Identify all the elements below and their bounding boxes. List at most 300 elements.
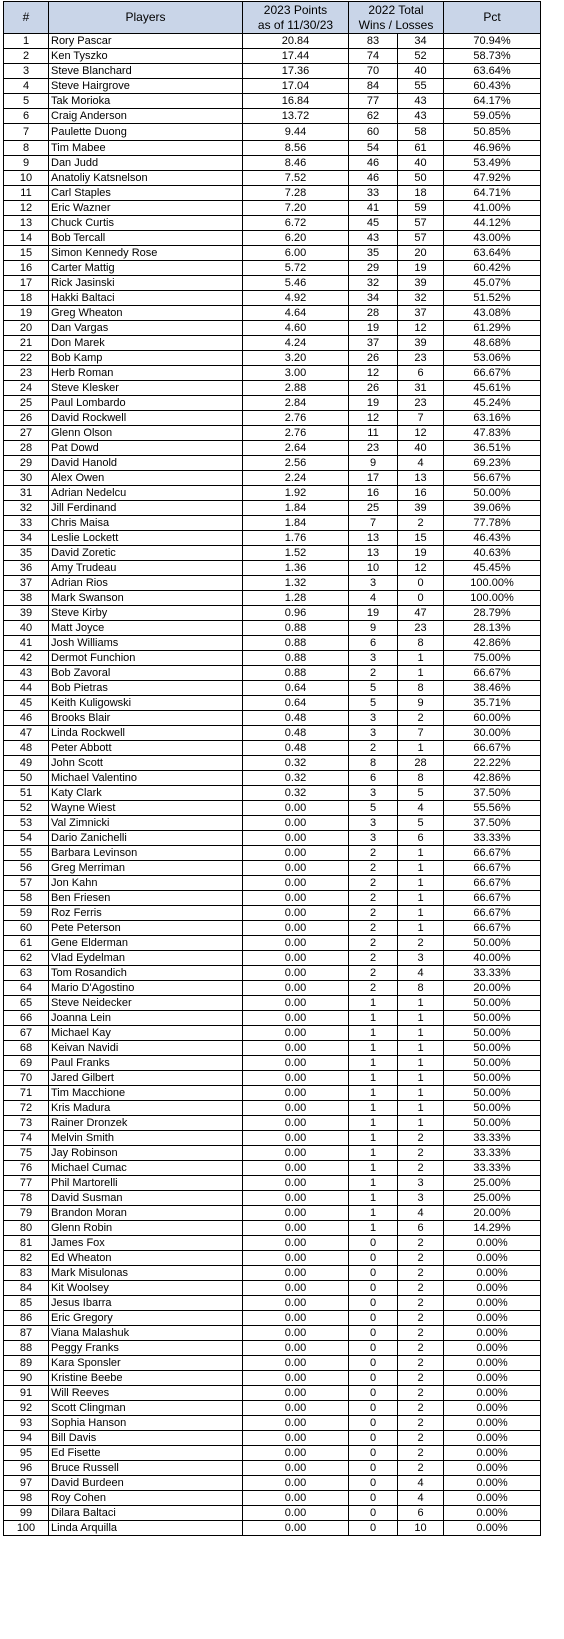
- table-row: [4, 1296, 541, 1311]
- losses-cell: 2: [398, 1131, 444, 1146]
- player-name-cell: Hakki Baltaci: [49, 291, 243, 306]
- player-name-cell: Dario Zanichelli: [49, 831, 243, 846]
- player-name-cell: Rory Pascar: [49, 34, 243, 49]
- table-row: [4, 261, 541, 276]
- player-name-cell: Linda Arquilla: [49, 1521, 243, 1536]
- losses-cell: 8: [398, 636, 444, 651]
- losses-cell: 34: [398, 34, 444, 49]
- losses-cell: 3: [398, 1191, 444, 1206]
- wins-cell: 6: [349, 771, 398, 786]
- rank-cell: 31: [4, 486, 49, 501]
- rank-cell: 22: [4, 351, 49, 366]
- wins-cell: 32: [349, 276, 398, 291]
- losses-cell: 2: [398, 516, 444, 531]
- player-name-cell: Steve Kirby: [49, 606, 243, 621]
- pct-cell: 59.05%: [444, 109, 541, 124]
- player-name-cell: Bob Zavoral: [49, 666, 243, 681]
- rank-cell: 44: [4, 681, 49, 696]
- points-cell: 0.64: [243, 696, 349, 711]
- losses-cell: 40: [398, 156, 444, 171]
- rank-cell: 64: [4, 981, 49, 996]
- player-name-cell: Vlad Eydelman: [49, 951, 243, 966]
- table-row: [4, 94, 541, 109]
- rank-cell: 86: [4, 1311, 49, 1326]
- player-name-cell: Steve Neidecker: [49, 996, 243, 1011]
- player-name-cell: Tak Morioka: [49, 94, 243, 109]
- table-row: [4, 1221, 541, 1236]
- pct-cell: 14.29%: [444, 1221, 541, 1236]
- player-name-cell: Bob Tercall: [49, 231, 243, 246]
- wins-cell: 62: [349, 109, 398, 124]
- pct-cell: 45.24%: [444, 396, 541, 411]
- table-row: [4, 291, 541, 306]
- wins-cell: 1: [349, 1026, 398, 1041]
- losses-cell: 2: [398, 1236, 444, 1251]
- pct-cell: 48.68%: [444, 336, 541, 351]
- wins-cell: 3: [349, 786, 398, 801]
- losses-cell: 2: [398, 1386, 444, 1401]
- pct-cell: 50.00%: [444, 1056, 541, 1071]
- rank-cell: 82: [4, 1251, 49, 1266]
- table-row: [4, 771, 541, 786]
- losses-cell: 4: [398, 801, 444, 816]
- losses-cell: 47: [398, 606, 444, 621]
- header-row: [4, 2, 541, 34]
- pct-cell: 50.00%: [444, 1101, 541, 1116]
- losses-cell: 2: [398, 1461, 444, 1476]
- points-cell: 0.00: [243, 1326, 349, 1341]
- table-row: [4, 246, 541, 261]
- table-row: [4, 34, 541, 49]
- points-cell: 1.36: [243, 561, 349, 576]
- losses-cell: 3: [398, 1176, 444, 1191]
- table-row: [4, 666, 541, 681]
- points-cell: 2.64: [243, 441, 349, 456]
- rank-cell: 60: [4, 921, 49, 936]
- wins-cell: 1: [349, 1086, 398, 1101]
- rank-cell: 100: [4, 1521, 49, 1536]
- player-name-cell: David Rockwell: [49, 411, 243, 426]
- wins-cell: 54: [349, 141, 398, 156]
- table-row: [4, 49, 541, 64]
- rank-cell: 98: [4, 1491, 49, 1506]
- losses-cell: 40: [398, 64, 444, 79]
- points-cell: 1.76: [243, 531, 349, 546]
- pct-cell: 33.33%: [444, 1161, 541, 1176]
- pct-cell: 0.00%: [444, 1401, 541, 1416]
- wins-cell: 1: [349, 1176, 398, 1191]
- wins-cell: 0: [349, 1326, 398, 1341]
- pct-cell: 30.00%: [444, 726, 541, 741]
- rank-cell: 52: [4, 801, 49, 816]
- wins-cell: 60: [349, 124, 398, 141]
- rank-cell: 72: [4, 1101, 49, 1116]
- player-name-cell: Michael Cumac: [49, 1161, 243, 1176]
- player-name-cell: Tim Macchione: [49, 1086, 243, 1101]
- table-row: [4, 276, 541, 291]
- rank-cell: 8: [4, 141, 49, 156]
- player-name-cell: Tim Mabee: [49, 141, 243, 156]
- points-cell: 1.92: [243, 486, 349, 501]
- table-row: [4, 456, 541, 471]
- header-points: [243, 2, 349, 34]
- wins-cell: 0: [349, 1251, 398, 1266]
- table-row: [4, 696, 541, 711]
- losses-cell: 8: [398, 771, 444, 786]
- losses-cell: 6: [398, 831, 444, 846]
- losses-cell: 2: [398, 1401, 444, 1416]
- table-row: [4, 861, 541, 876]
- table-row: [4, 79, 541, 94]
- player-name-cell: Greg Wheaton: [49, 306, 243, 321]
- points-cell: 0.00: [243, 801, 349, 816]
- wins-cell: 0: [349, 1296, 398, 1311]
- rank-cell: 6: [4, 109, 49, 124]
- pct-cell: 60.43%: [444, 79, 541, 94]
- pct-cell: 50.00%: [444, 1086, 541, 1101]
- losses-cell: 2: [398, 1371, 444, 1386]
- wins-cell: 1: [349, 1206, 398, 1221]
- losses-cell: 5: [398, 816, 444, 831]
- table-row: [4, 1401, 541, 1416]
- player-name-cell: Steve Klesker: [49, 381, 243, 396]
- pct-cell: 66.67%: [444, 891, 541, 906]
- player-name-cell: Jon Kahn: [49, 876, 243, 891]
- player-name-cell: Anatoliy Katsnelson: [49, 171, 243, 186]
- wins-cell: 46: [349, 156, 398, 171]
- wins-cell: 2: [349, 846, 398, 861]
- rank-cell: 97: [4, 1476, 49, 1491]
- points-cell: 0.88: [243, 666, 349, 681]
- pct-cell: 0.00%: [444, 1236, 541, 1251]
- points-cell: 7.28: [243, 186, 349, 201]
- points-cell: 0.48: [243, 726, 349, 741]
- losses-cell: 4: [398, 1476, 444, 1491]
- pct-cell: 0.00%: [444, 1431, 541, 1446]
- rank-cell: 93: [4, 1416, 49, 1431]
- losses-cell: 2: [398, 1326, 444, 1341]
- pct-cell: 64.71%: [444, 186, 541, 201]
- losses-cell: 4: [398, 456, 444, 471]
- losses-cell: 6: [398, 1221, 444, 1236]
- wins-cell: 0: [349, 1416, 398, 1431]
- player-name-cell: Rick Jasinski: [49, 276, 243, 291]
- points-cell: 0.00: [243, 1221, 349, 1236]
- points-cell: 0.00: [243, 1356, 349, 1371]
- pct-cell: 40.63%: [444, 546, 541, 561]
- player-name-cell: Adrian Rios: [49, 576, 243, 591]
- wins-cell: 3: [349, 726, 398, 741]
- pct-cell: 66.67%: [444, 876, 541, 891]
- losses-cell: 1: [398, 1026, 444, 1041]
- pct-cell: 50.00%: [444, 996, 541, 1011]
- points-cell: 2.88: [243, 381, 349, 396]
- table-row: [4, 1056, 541, 1071]
- rank-cell: 38: [4, 591, 49, 606]
- table-row: [4, 1071, 541, 1086]
- losses-cell: 1: [398, 651, 444, 666]
- wins-cell: 1: [349, 1056, 398, 1071]
- rank-cell: 7: [4, 124, 49, 141]
- table-row: [4, 141, 541, 156]
- pct-cell: 50.00%: [444, 936, 541, 951]
- table-row: [4, 486, 541, 501]
- points-cell: 0.00: [243, 1506, 349, 1521]
- pct-cell: 42.86%: [444, 771, 541, 786]
- table-row: [4, 1461, 541, 1476]
- player-name-cell: Chuck Curtis: [49, 216, 243, 231]
- rank-cell: 99: [4, 1506, 49, 1521]
- pct-cell: 100.00%: [444, 576, 541, 591]
- player-name-cell: Kit Woolsey: [49, 1281, 243, 1296]
- pct-cell: 70.94%: [444, 34, 541, 49]
- player-name-cell: Mark Swanson: [49, 591, 243, 606]
- player-name-cell: Keith Kuligowski: [49, 696, 243, 711]
- losses-cell: 20: [398, 246, 444, 261]
- player-name-cell: Bob Kamp: [49, 351, 243, 366]
- points-cell: 0.00: [243, 1296, 349, 1311]
- player-name-cell: David Burdeen: [49, 1476, 243, 1491]
- losses-cell: 1: [398, 1056, 444, 1071]
- player-name-cell: Melvin Smith: [49, 1131, 243, 1146]
- player-name-cell: Paul Lombardo: [49, 396, 243, 411]
- player-name-cell: Kara Sponsler: [49, 1356, 243, 1371]
- pct-cell: 22.22%: [444, 756, 541, 771]
- pct-cell: 0.00%: [444, 1266, 541, 1281]
- losses-cell: 40: [398, 441, 444, 456]
- points-cell: 0.00: [243, 1431, 349, 1446]
- player-name-cell: Viana Malashuk: [49, 1326, 243, 1341]
- wins-cell: 2: [349, 666, 398, 681]
- points-cell: 0.00: [243, 1311, 349, 1326]
- player-name-cell: Peter Abbott: [49, 741, 243, 756]
- wins-cell: 2: [349, 921, 398, 936]
- points-cell: 7.20: [243, 201, 349, 216]
- rank-cell: 33: [4, 516, 49, 531]
- points-cell: 0.00: [243, 1281, 349, 1296]
- losses-cell: 9: [398, 696, 444, 711]
- table-row: [4, 741, 541, 756]
- points-cell: 0.00: [243, 1191, 349, 1206]
- rank-cell: 34: [4, 531, 49, 546]
- table-row: [4, 366, 541, 381]
- player-name-cell: Mario D'Agostino: [49, 981, 243, 996]
- table-row: [4, 951, 541, 966]
- table-row: [4, 1131, 541, 1146]
- player-name-cell: Carter Mattig: [49, 261, 243, 276]
- wins-cell: 2: [349, 861, 398, 876]
- pct-cell: 40.00%: [444, 951, 541, 966]
- player-name-cell: Keivan Navidi: [49, 1041, 243, 1056]
- points-cell: 3.00: [243, 366, 349, 381]
- losses-cell: 0: [398, 576, 444, 591]
- pct-cell: 66.67%: [444, 921, 541, 936]
- rank-cell: 48: [4, 741, 49, 756]
- points-cell: 0.00: [243, 1116, 349, 1131]
- losses-cell: 1: [398, 1086, 444, 1101]
- points-cell: 0.00: [243, 1236, 349, 1251]
- player-name-cell: Bob Pietras: [49, 681, 243, 696]
- wins-cell: 2: [349, 951, 398, 966]
- losses-cell: 7: [398, 411, 444, 426]
- points-cell: 1.84: [243, 516, 349, 531]
- pct-cell: 28.13%: [444, 621, 541, 636]
- player-name-cell: Josh Williams: [49, 636, 243, 651]
- points-cell: 17.04: [243, 79, 349, 94]
- table-row: [4, 726, 541, 741]
- points-cell: 0.00: [243, 846, 349, 861]
- table-row: [4, 981, 541, 996]
- wins-cell: 5: [349, 696, 398, 711]
- points-cell: 0.00: [243, 1491, 349, 1506]
- table-row: [4, 1266, 541, 1281]
- pct-cell: 37.50%: [444, 786, 541, 801]
- pct-cell: 53.06%: [444, 351, 541, 366]
- losses-cell: 15: [398, 531, 444, 546]
- pct-cell: 33.33%: [444, 831, 541, 846]
- pct-cell: 0.00%: [444, 1506, 541, 1521]
- pct-cell: 35.71%: [444, 696, 541, 711]
- table-row: [4, 381, 541, 396]
- player-name-cell: Kris Madura: [49, 1101, 243, 1116]
- header-points-line2: as of 11/30/23: [257, 17, 334, 32]
- table-row: [4, 786, 541, 801]
- player-name-cell: Glenn Robin: [49, 1221, 243, 1236]
- player-name-cell: Steve Hairgrove: [49, 79, 243, 94]
- wins-cell: 84: [349, 79, 398, 94]
- losses-cell: 50: [398, 171, 444, 186]
- pct-cell: 60.00%: [444, 711, 541, 726]
- losses-cell: 4: [398, 1491, 444, 1506]
- losses-cell: 12: [398, 321, 444, 336]
- player-name-cell: Herb Roman: [49, 366, 243, 381]
- losses-cell: 2: [398, 1341, 444, 1356]
- losses-cell: 19: [398, 546, 444, 561]
- wins-cell: 13: [349, 531, 398, 546]
- rank-cell: 16: [4, 261, 49, 276]
- points-cell: 3.20: [243, 351, 349, 366]
- pct-cell: 25.00%: [444, 1191, 541, 1206]
- losses-cell: 57: [398, 231, 444, 246]
- pct-cell: 33.33%: [444, 1131, 541, 1146]
- pct-cell: 36.51%: [444, 441, 541, 456]
- wins-cell: 2: [349, 936, 398, 951]
- rank-cell: 83: [4, 1266, 49, 1281]
- rank-cell: 13: [4, 216, 49, 231]
- rank-cell: 47: [4, 726, 49, 741]
- pct-cell: 100.00%: [444, 591, 541, 606]
- player-name-cell: Leslie Lockett: [49, 531, 243, 546]
- rank-cell: 27: [4, 426, 49, 441]
- pct-cell: 46.43%: [444, 531, 541, 546]
- points-cell: 0.00: [243, 831, 349, 846]
- player-name-cell: Jesus Ibarra: [49, 1296, 243, 1311]
- table-row: [4, 171, 541, 186]
- table-row: [4, 156, 541, 171]
- rank-cell: 62: [4, 951, 49, 966]
- rank-cell: 96: [4, 1461, 49, 1476]
- points-cell: 7.52: [243, 171, 349, 186]
- wins-cell: 1: [349, 1011, 398, 1026]
- rank-cell: 30: [4, 471, 49, 486]
- losses-cell: 6: [398, 1506, 444, 1521]
- pct-cell: 47.83%: [444, 426, 541, 441]
- rank-cell: 85: [4, 1296, 49, 1311]
- rank-cell: 71: [4, 1086, 49, 1101]
- points-cell: 0.00: [243, 936, 349, 951]
- pct-cell: 66.67%: [444, 861, 541, 876]
- losses-cell: 0: [398, 591, 444, 606]
- header-record-line2: Wins / Losses: [358, 17, 434, 32]
- player-name-cell: Brooks Blair: [49, 711, 243, 726]
- player-name-cell: Pat Dowd: [49, 441, 243, 456]
- wins-cell: 0: [349, 1431, 398, 1446]
- rank-cell: 61: [4, 936, 49, 951]
- wins-cell: 0: [349, 1341, 398, 1356]
- wins-cell: 3: [349, 816, 398, 831]
- points-cell: 0.00: [243, 906, 349, 921]
- table-row: [4, 396, 541, 411]
- rank-cell: 17: [4, 276, 49, 291]
- wins-cell: 19: [349, 396, 398, 411]
- rank-cell: 5: [4, 94, 49, 109]
- pct-cell: 41.00%: [444, 201, 541, 216]
- rank-cell: 49: [4, 756, 49, 771]
- rank-cell: 12: [4, 201, 49, 216]
- pct-cell: 50.00%: [444, 1071, 541, 1086]
- points-cell: 6.00: [243, 246, 349, 261]
- rank-cell: 70: [4, 1071, 49, 1086]
- player-name-cell: Greg Merriman: [49, 861, 243, 876]
- player-name-cell: Mark Misulonas: [49, 1266, 243, 1281]
- rank-cell: 80: [4, 1221, 49, 1236]
- table-row: [4, 109, 541, 124]
- losses-cell: 8: [398, 981, 444, 996]
- table-row: [4, 531, 541, 546]
- points-cell: 0.00: [243, 1161, 349, 1176]
- table-row: [4, 546, 541, 561]
- losses-cell: 2: [398, 1266, 444, 1281]
- points-cell: 0.00: [243, 966, 349, 981]
- table-row: [4, 1521, 541, 1536]
- table-row: [4, 636, 541, 651]
- points-cell: 4.60: [243, 321, 349, 336]
- player-name-cell: John Scott: [49, 756, 243, 771]
- table-row: [4, 216, 541, 231]
- wins-cell: 5: [349, 681, 398, 696]
- points-cell: 0.00: [243, 1011, 349, 1026]
- wins-cell: 2: [349, 966, 398, 981]
- losses-cell: 1: [398, 666, 444, 681]
- losses-cell: 58: [398, 124, 444, 141]
- losses-cell: 1: [398, 876, 444, 891]
- header-pct: Pct: [444, 2, 541, 34]
- rank-cell: 84: [4, 1281, 49, 1296]
- pct-cell: 58.73%: [444, 49, 541, 64]
- rank-cell: 81: [4, 1236, 49, 1251]
- player-name-cell: Ken Tyszko: [49, 49, 243, 64]
- wins-cell: 2: [349, 741, 398, 756]
- wins-cell: 37: [349, 336, 398, 351]
- points-cell: 0.00: [243, 1071, 349, 1086]
- player-name-cell: Michael Kay: [49, 1026, 243, 1041]
- pct-cell: 66.67%: [444, 366, 541, 381]
- points-cell: 5.46: [243, 276, 349, 291]
- wins-cell: 0: [349, 1446, 398, 1461]
- table-body: [4, 34, 541, 1536]
- losses-cell: 4: [398, 1206, 444, 1221]
- player-name-cell: Peggy Franks: [49, 1341, 243, 1356]
